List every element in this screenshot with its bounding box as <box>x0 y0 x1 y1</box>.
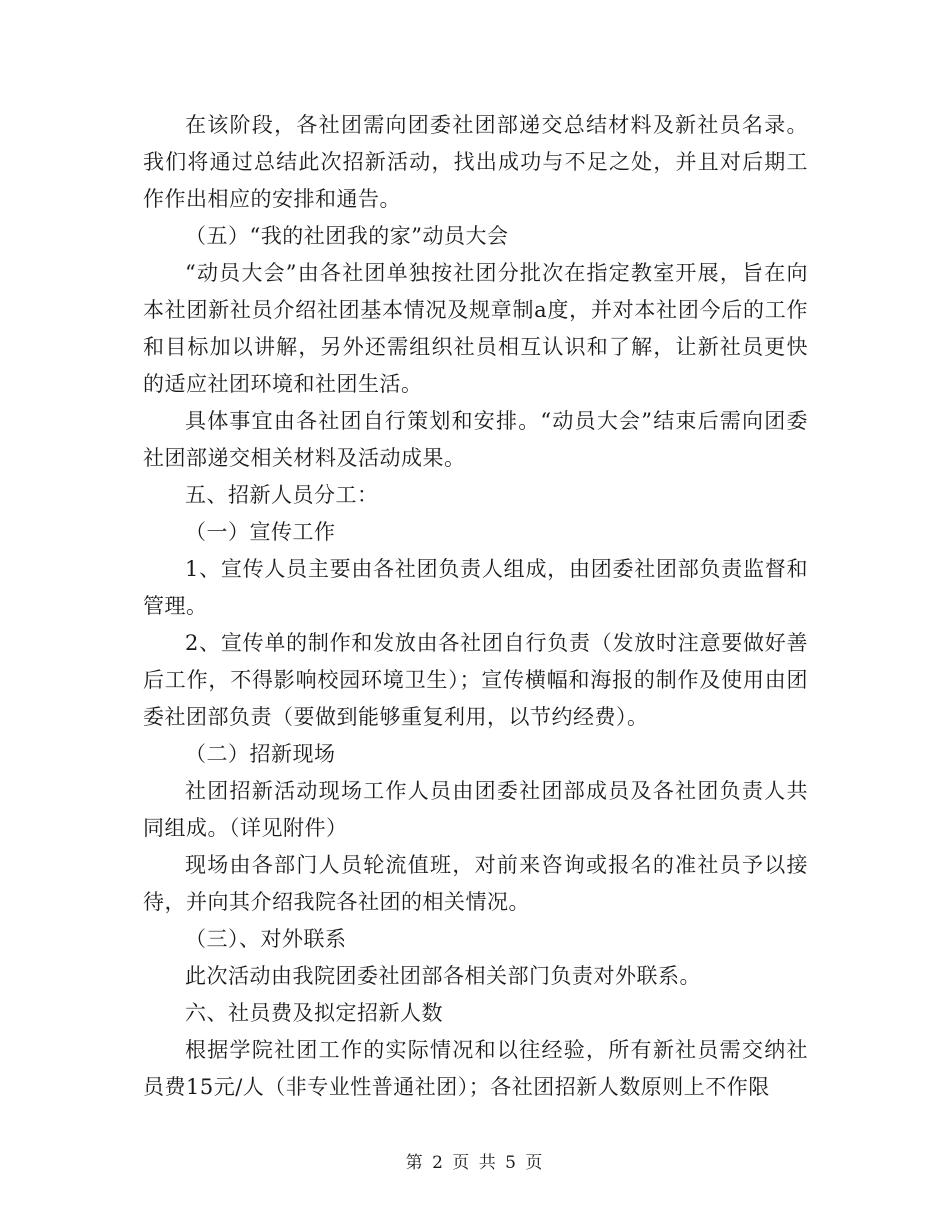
paragraph-mobilization-arrangement: 具体事宜由各社团自行策划和安排。“动员大会”结束后需向团委社团部递交相关材料及活动成果。 <box>143 409 808 470</box>
heading-recruitment-site: （二）招新现场 <box>185 742 336 766</box>
paragraph-external-contact: 此次活动由我院团委社团部各相关部门负责对外联系。 <box>185 964 701 988</box>
heading-external-contact: （三）、对外联系 <box>185 927 347 951</box>
page-number-footer: 第 2 页 共 5 页 <box>405 1153 545 1173</box>
heading-publicity-work: （一）宣传工作 <box>185 520 336 544</box>
paragraph-membership-fee: 根据学院社团工作的实际情况和以往经验，所有新社员需交纳社员费15元/人（非专业性普通社团）；各社团招新人数原则上不作限 <box>143 1038 808 1099</box>
paragraph-publicity-materials: 2、宣传单的制作和发放由各社团自行负责（发放时注意要做好善后工作，不得影响校园环境卫生）；宣传横幅和海报的制作及使用由团委社团部负责（要做到能够重复利用，以节约经费）。 <box>143 631 808 729</box>
paragraph-summary-materials: 在该阶段，各社团需向团委社团部递交总结材料及新社员名录。我们将通过总结此次招新活动，找出成功与不足之处，并且对后期工作作出相应的安排和通告。 <box>143 113 808 211</box>
paragraph-site-duty: 现场由各部门人员轮流值班，对前来咨询或报名的准社员予以接待，并向其介绍我院各社团的相关情况。 <box>143 853 808 914</box>
heading-membership-fee: 六、社员费及拟定招新人数 <box>185 1001 443 1025</box>
document-body <box>143 107 808 1106</box>
heading-staff-division: 五、招新人员分工： <box>185 483 379 507</box>
paragraph-publicity-staff: 1、宣传人员主要由各社团负责人组成，由团委社团部负责监督和管理。 <box>143 557 808 618</box>
paragraph-site-staff: 社团招新活动现场工作人员由团委社团部成员及各社团负责人共同组成。（详见附件） <box>143 779 808 840</box>
heading-mobilization-meeting: （五）“我的社团我的家”动员大会 <box>185 224 509 248</box>
paragraph-mobilization-description: “动员大会”由各社团单独按社团分批次在指定教室开展，旨在向本社团新社员介绍社团基本情况及规章制a度，并对本社团今后的工作和目标加以讲解，另外还需组织社员相互认识和了解，让新社员更快的适应社团环境和社团生活。 <box>143 261 808 396</box>
